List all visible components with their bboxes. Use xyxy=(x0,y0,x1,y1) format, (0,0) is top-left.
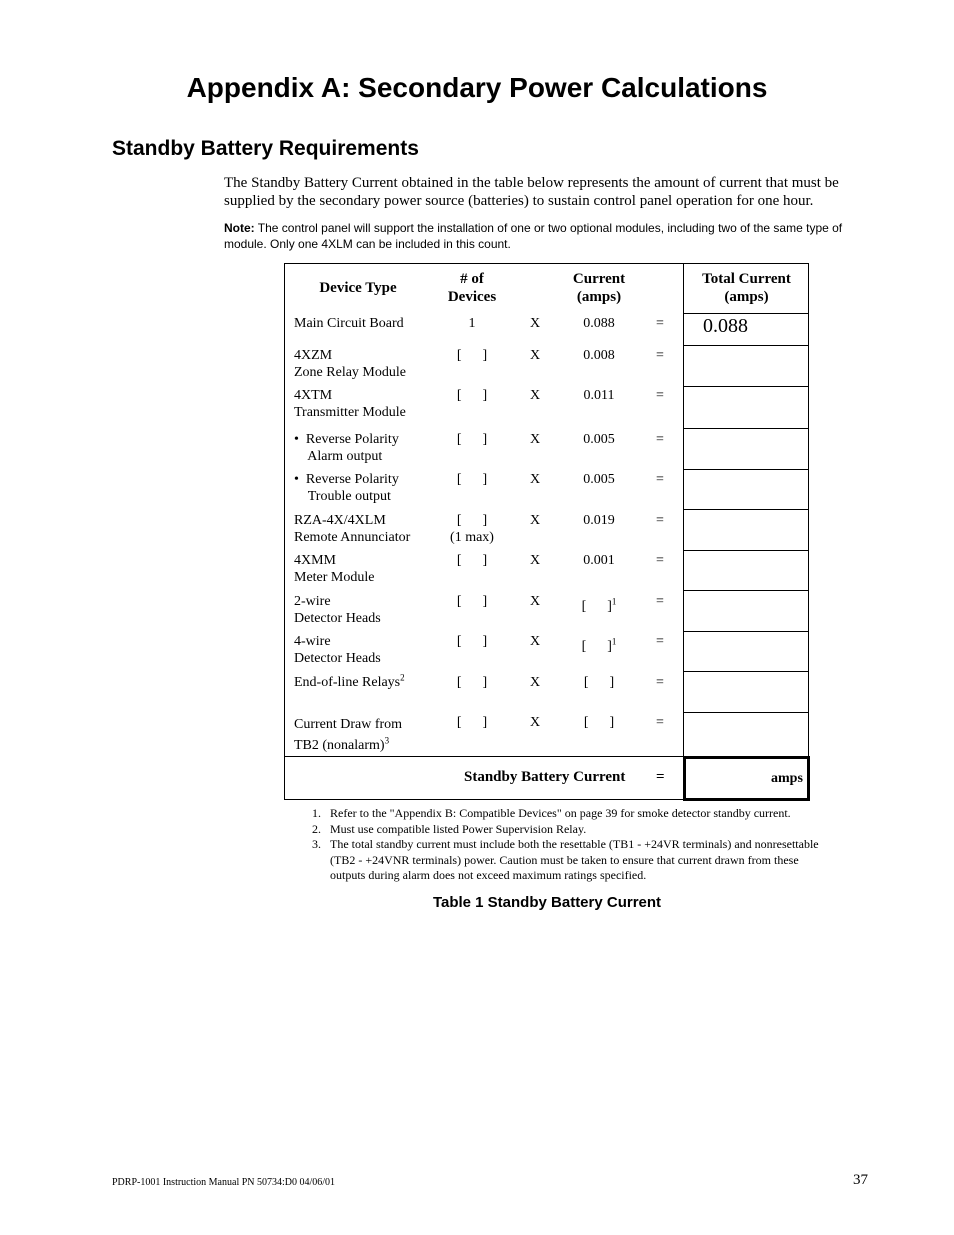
multiply-sign: X xyxy=(530,715,541,730)
equals-sign: = xyxy=(656,553,664,568)
device-name-line: Meter Module xyxy=(294,570,375,585)
header-num-devices xyxy=(432,270,512,306)
multiply-sign: X xyxy=(530,388,541,403)
footnote-text: Refer to the "Appendix B: Compatible Devices" on page 39 for smoke detector standby current. xyxy=(330,806,791,820)
device-name-line: 4XMM xyxy=(294,553,337,568)
footnote-ref: 2 xyxy=(400,672,405,683)
footnote-text: The total standby current must include both the resettable (TB1 - +24VR terminals) and nonresettable (TB2 - +24VNR terminals) power. Caution must be taken to ensure that current drawn from these outputs during alarm does not exceed maximum ratings specified. xyxy=(330,837,819,882)
device-count-field[interactable]: [ ] xyxy=(456,675,488,690)
total-cell-line xyxy=(683,509,809,510)
device-name xyxy=(294,512,410,546)
current-value[interactable]: [ ]$^1$ xyxy=(581,596,617,614)
device-name-line: Transmitter Module xyxy=(294,405,406,420)
footnote-text: Must use compatible listed Power Supervision Relay. xyxy=(330,821,587,836)
multiply-sign: X xyxy=(530,594,541,609)
device-name-line: Detector Heads xyxy=(294,611,381,626)
footer-doc-id: PDRP-1001 Instruction Manual PN 50734:D0 04/06/01 xyxy=(112,1177,336,1188)
header-current-line1: Current xyxy=(572,271,626,287)
footnote-number: 1. xyxy=(312,806,321,820)
device-count-field[interactable]: [ ] xyxy=(456,348,488,363)
footnotes xyxy=(312,806,832,884)
note-paragraph xyxy=(224,220,874,252)
device-name-line: Detector Heads xyxy=(294,651,381,666)
device-name-line: Zone Relay Module xyxy=(294,365,406,380)
footnote-item xyxy=(312,822,832,838)
equals-sign: = xyxy=(656,513,664,528)
device-name-line: 4XTM xyxy=(294,388,333,403)
multiply-sign: X xyxy=(530,348,541,363)
device-count-field[interactable]: [ ] xyxy=(456,388,488,403)
equals-sign: = xyxy=(656,432,664,447)
multiply-sign: X xyxy=(530,432,541,447)
note-text: The control panel will support the installation of one or two optional modules, including two of the same type of module. Only one 4XLM can be included in this count. xyxy=(224,221,843,251)
multiply-sign: X xyxy=(530,675,541,690)
equals-sign: = xyxy=(656,472,664,487)
footnote-number: 2. xyxy=(312,821,321,836)
total-cell-line xyxy=(683,386,809,387)
total-cell-line xyxy=(683,428,809,429)
device-count-field[interactable]: [ ] xyxy=(456,553,488,568)
current-value: 0.088 xyxy=(583,316,615,331)
device-name xyxy=(294,633,381,667)
footnote-item xyxy=(312,806,832,822)
device-name xyxy=(294,387,406,421)
device-count-field[interactable]: [ ] xyxy=(456,715,488,730)
footnote-item xyxy=(312,837,832,884)
current-value[interactable]: [ ] xyxy=(583,715,615,730)
footnote-ref: 1 xyxy=(611,596,617,607)
multiply-sign: X xyxy=(530,513,541,528)
header-current xyxy=(555,270,643,306)
equals-sign: = xyxy=(656,594,664,609)
header-total-current xyxy=(684,270,809,306)
device-name-line: Current Draw from xyxy=(294,717,403,732)
header-current-line2: (amps) xyxy=(576,289,622,305)
header-total-current-line2: (amps) xyxy=(724,289,769,305)
total-current-field[interactable]: 0.088 xyxy=(703,315,748,337)
device-name-line: 4XZM xyxy=(294,348,333,363)
equals-sign: = xyxy=(656,634,664,649)
footnote-ref: 3 xyxy=(384,735,390,746)
multiply-sign: X xyxy=(530,553,541,568)
total-cell-line xyxy=(683,590,809,591)
equals-sign: = xyxy=(656,348,664,363)
header-total-current-line1: Total Current xyxy=(702,271,791,287)
current-value: 0.011 xyxy=(583,388,615,403)
total-cell-line xyxy=(683,631,809,632)
equals-sign: = xyxy=(656,388,664,403)
total-cell-line xyxy=(683,671,809,672)
footnote-number: 3. xyxy=(312,837,321,851)
equals-sign: = xyxy=(656,675,664,690)
current-value: 0.019 xyxy=(583,513,615,528)
summary-equals: = xyxy=(656,769,665,785)
device-name-line: Trouble output xyxy=(294,489,391,504)
summary-label: Standby Battery Current xyxy=(464,769,626,785)
current-value[interactable]: [ ] xyxy=(583,675,615,690)
count-note: (1 max) xyxy=(450,530,494,545)
current-value: 0.005 xyxy=(583,432,615,447)
device-name xyxy=(294,471,399,505)
page-number: 37 xyxy=(853,1172,868,1188)
device-count-field: 1 xyxy=(468,316,476,331)
total-cell-line xyxy=(683,345,809,346)
device-name xyxy=(294,431,399,465)
device-name-line: TB2 (nonalarm)$^3$ xyxy=(294,735,390,753)
device-name xyxy=(294,593,381,627)
device-name xyxy=(294,714,402,756)
equals-sign: = xyxy=(656,316,664,331)
multiply-sign: X xyxy=(530,634,541,649)
device-name xyxy=(294,552,374,586)
device-name-line: • Reverse Polarity xyxy=(294,432,399,447)
summary-unit: amps xyxy=(771,771,803,786)
section-heading: Standby Battery Requirements xyxy=(112,137,419,160)
multiply-sign: X xyxy=(530,316,541,331)
device-count-field[interactable]: [ ] xyxy=(456,432,488,447)
device-name xyxy=(294,674,405,691)
header-num-devices-line1: # of xyxy=(460,271,484,287)
device-name-line: End-of-line Relays$^2$ xyxy=(294,672,405,690)
device-count-field[interactable]: [ ] xyxy=(456,634,488,649)
device-name-line: 4-wire xyxy=(294,634,331,649)
multiply-sign: X xyxy=(530,472,541,487)
note-label: Note: xyxy=(224,221,255,235)
total-cell-line xyxy=(683,550,809,551)
intro-paragraph: The Standby Battery Current obtained in the table below represents the amount of current that must be supplied by the secondary power source (batteries) to sustain control panel operation for one hour. xyxy=(224,175,839,209)
equals-sign: = xyxy=(656,715,664,730)
header-num-devices-line2: Devices xyxy=(447,289,497,305)
total-cell-line xyxy=(683,469,809,470)
device-name-line: Main Circuit Board xyxy=(294,316,404,331)
table-caption: Table 1 Standby Battery Current xyxy=(432,894,662,911)
current-value: 0.001 xyxy=(583,553,615,568)
device-name xyxy=(294,315,404,332)
current-value[interactable]: [ ]$^1$ xyxy=(581,636,617,654)
device-name-line: 2-wire xyxy=(294,594,331,609)
device-count-field[interactable]: [ ] (1 max) xyxy=(440,512,504,546)
device-count-field[interactable]: [ ] xyxy=(456,472,488,487)
device-name-line: • Reverse Polarity xyxy=(294,472,399,487)
current-value: 0.005 xyxy=(583,472,615,487)
total-cell-line xyxy=(683,712,809,713)
device-name-line: RZA-4X/4XLM xyxy=(294,513,386,528)
device-name-line: Remote Annunciator xyxy=(294,530,411,545)
device-count-field[interactable]: [ ] xyxy=(456,594,488,609)
page-title: Appendix A: Secondary Power Calculations xyxy=(186,72,768,103)
header-device-type: Device Type xyxy=(319,280,397,296)
total-cell-line xyxy=(683,313,809,314)
footnote-ref: 1 xyxy=(611,636,617,647)
current-value: 0.008 xyxy=(583,348,615,363)
device-name-line: Alarm output xyxy=(294,449,383,464)
device-name xyxy=(294,347,406,381)
